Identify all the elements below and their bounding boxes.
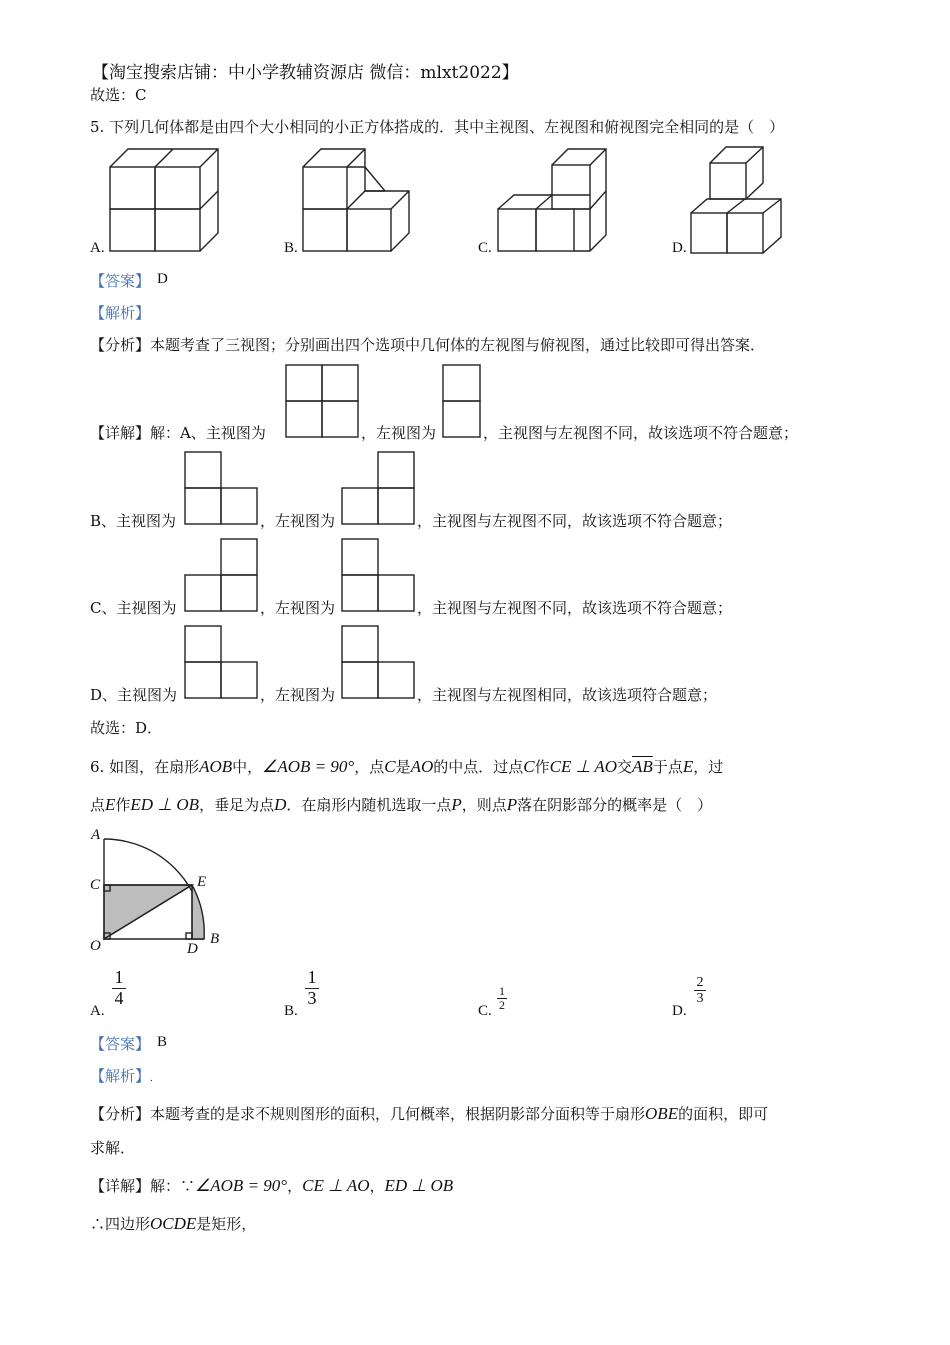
q5-answer: D	[157, 271, 168, 287]
q5-figure-a	[100, 140, 230, 260]
q6-math: ∠AOB = 90°	[262, 757, 355, 776]
q6-option-b-fraction	[305, 968, 319, 1009]
q6-text: ，点	[354, 758, 385, 776]
q6-fenxi-line-1	[90, 1103, 768, 1124]
q5-analysis-tag: 【解析】	[90, 304, 151, 322]
q5-row-c-mid: ，左视图为	[260, 599, 336, 617]
q5-fenxi-text: 本题考查了三视图；分别画出四个选项中几何体的左视图与俯视图，通过比较即可得出答案．	[150, 336, 766, 354]
q6-option-d-label: D.	[672, 1003, 687, 1019]
q5-detail-tag: 【详解】	[90, 424, 151, 442]
q6-text: ，过	[693, 758, 724, 776]
q6-text: 于点	[652, 758, 683, 776]
q5-row-a-mid: ，左视图为	[361, 424, 437, 442]
q6-answer-tag: 【答案】	[90, 1035, 151, 1053]
q6-text: ，垂足为点	[199, 796, 275, 814]
q6-text: ，	[287, 1177, 303, 1195]
q5-figure-d	[683, 140, 813, 260]
q6-text: 的中点．过点	[433, 758, 524, 776]
q6-option-c-fraction	[497, 985, 507, 1012]
q5-figure-c	[490, 140, 620, 260]
q6-text: 交	[617, 758, 633, 776]
q6-math: ED ⊥ OB	[130, 795, 200, 814]
q6-math: CE ⊥ AO	[302, 1176, 370, 1195]
q5-fenxi-tag: 【分析】	[90, 336, 151, 354]
q6-line-1	[90, 756, 723, 777]
q5-row-b-lead: B、主视图为	[90, 512, 177, 530]
numerator: 1	[499, 984, 505, 998]
q5-row-d-lead: D、主视图为	[90, 686, 178, 704]
q6-text: ∴四边形	[90, 1215, 151, 1233]
q5-conclusion: 故选：D．	[90, 719, 163, 737]
q6-text: 是矩形，	[196, 1215, 257, 1233]
q6-math: P	[451, 795, 462, 814]
q6-label-c: C	[90, 877, 101, 893]
q6-option-a-fraction	[112, 968, 126, 1009]
q6-math: C	[523, 757, 535, 776]
q5-detail-row-a	[90, 422, 266, 443]
q6-detail-line	[90, 1175, 453, 1196]
numerator: 2	[694, 975, 706, 991]
q6-math: P	[506, 795, 518, 814]
q6-label-a: A	[91, 827, 101, 843]
q6-label-b: B	[210, 931, 220, 947]
q5-row-c-main-view	[184, 538, 260, 612]
q6-text: 作	[115, 796, 131, 814]
q5-row-d-left-view	[341, 625, 417, 699]
q5-row-a-tail: ，主视图与左视图不同，故该选项不符合题意；	[483, 424, 799, 442]
q5-option-b-label: B.	[284, 240, 298, 256]
denominator: 4	[114, 987, 124, 1008]
q6-math: AO	[410, 757, 434, 776]
q5-row-a-main-view	[285, 364, 361, 438]
q5-fenxi	[90, 334, 765, 355]
q6-text: 作	[534, 758, 550, 776]
q6-text: ，	[369, 1177, 385, 1195]
q6-option-d-fraction	[694, 975, 706, 1007]
q5-row-d-mid: ，左视图为	[260, 686, 336, 704]
q6-analysis-dot: .	[150, 1074, 153, 1084]
q6-math: E	[105, 795, 116, 814]
q5-row-c-lead: C、主视图为	[90, 599, 177, 617]
q6-text: 中，	[232, 758, 263, 776]
q5-row-c-left-view	[341, 538, 417, 612]
q5-row-c-tail: ，主视图与左视图不同，故该选项不符合题意；	[417, 599, 733, 617]
q5-row-d-main-view	[184, 625, 260, 699]
q5-option-a-label: A.	[90, 240, 105, 256]
q6-text: ．在扇形内随机选取一点	[286, 796, 452, 814]
q5-option-c-label: C.	[478, 240, 492, 256]
q6-label-e: E	[197, 874, 207, 890]
q6-fenxi-text: 的面积，即可	[678, 1105, 769, 1123]
q6-detail-tag: 【详解】	[90, 1177, 151, 1195]
q6-math: ∠AOB = 90°	[195, 1176, 288, 1195]
denominator: 2	[499, 998, 505, 1013]
q6-text: 解：∵	[150, 1177, 196, 1195]
q6-math: D	[274, 795, 287, 814]
watermark-header: 【淘宝搜索店铺：中小学教辅资源店 微信：mlxt2022】	[92, 63, 519, 83]
q6-fenxi-line-2: 求解．	[90, 1139, 136, 1157]
q5-row-b-mid: ，左视图为	[260, 512, 336, 530]
denominator: 3	[307, 987, 317, 1008]
q6-last-line	[90, 1213, 256, 1234]
q6-text: ，则点	[461, 796, 507, 814]
q6-fenxi-tag: 【分析】	[90, 1105, 151, 1123]
q6-analysis	[90, 1065, 153, 1086]
q6-label-d: D	[187, 941, 198, 957]
q5-row-a-left-view	[442, 364, 482, 438]
q6-math: AOB	[199, 757, 233, 776]
q6-math: ED ⊥ OB	[384, 1176, 454, 1195]
q6-arc-ab: $\overline{AB}$	[632, 757, 653, 776]
q6-label-o: O	[90, 938, 101, 954]
q6-analysis-tag: 【解析】	[90, 1067, 151, 1085]
q6-text: 落在阴影部分的概率是（ ）	[517, 796, 713, 814]
q6-math: CE ⊥ AO	[549, 757, 618, 776]
q6-option-c-label: C.	[478, 1003, 492, 1019]
q6-fenxi-text: 本题考查的是求不规则图形的面积，几何概率，根据阴影部分面积等于扇形	[150, 1105, 646, 1123]
q5-row-a-lead: 解：A、主视图为	[150, 424, 266, 442]
q5-row-b-main-view	[184, 451, 260, 525]
q6-text: 6. 如图，在扇形	[90, 758, 200, 776]
q5-row-b-left-view	[341, 451, 417, 525]
q6-option-a-label: A.	[90, 1003, 105, 1019]
q5-option-d-label: D.	[672, 240, 687, 256]
q6-math: OCDE	[150, 1214, 197, 1233]
numerator: 1	[112, 968, 126, 989]
q6-answer: B	[157, 1034, 168, 1050]
q6-text: 是	[395, 758, 411, 776]
q6-option-b-label: B.	[284, 1003, 298, 1019]
q5-answer-tag: 【答案】	[90, 272, 151, 290]
q6-math: E	[682, 757, 694, 776]
q5-row-b-tail: ，主视图与左视图不同，故该选项不符合题意；	[417, 512, 733, 530]
q5-figure-b	[295, 140, 425, 260]
denominator: 3	[696, 991, 704, 1007]
previous-answer: 故选：C	[90, 86, 147, 104]
q5-row-d-tail: ，主视图与左视图相同，故该选项符合题意；	[417, 686, 718, 704]
q6-math: OBE	[645, 1104, 679, 1123]
q6-line-2	[90, 794, 712, 815]
numerator: 1	[305, 968, 319, 989]
q6-math: C	[384, 757, 396, 776]
q5-question: 5. 下列几何体都是由四个大小相同的小正方体搭成的．其中主视图、左视图和俯视图完全相同的是（ ）	[90, 118, 785, 136]
q6-text: 点	[90, 796, 106, 814]
